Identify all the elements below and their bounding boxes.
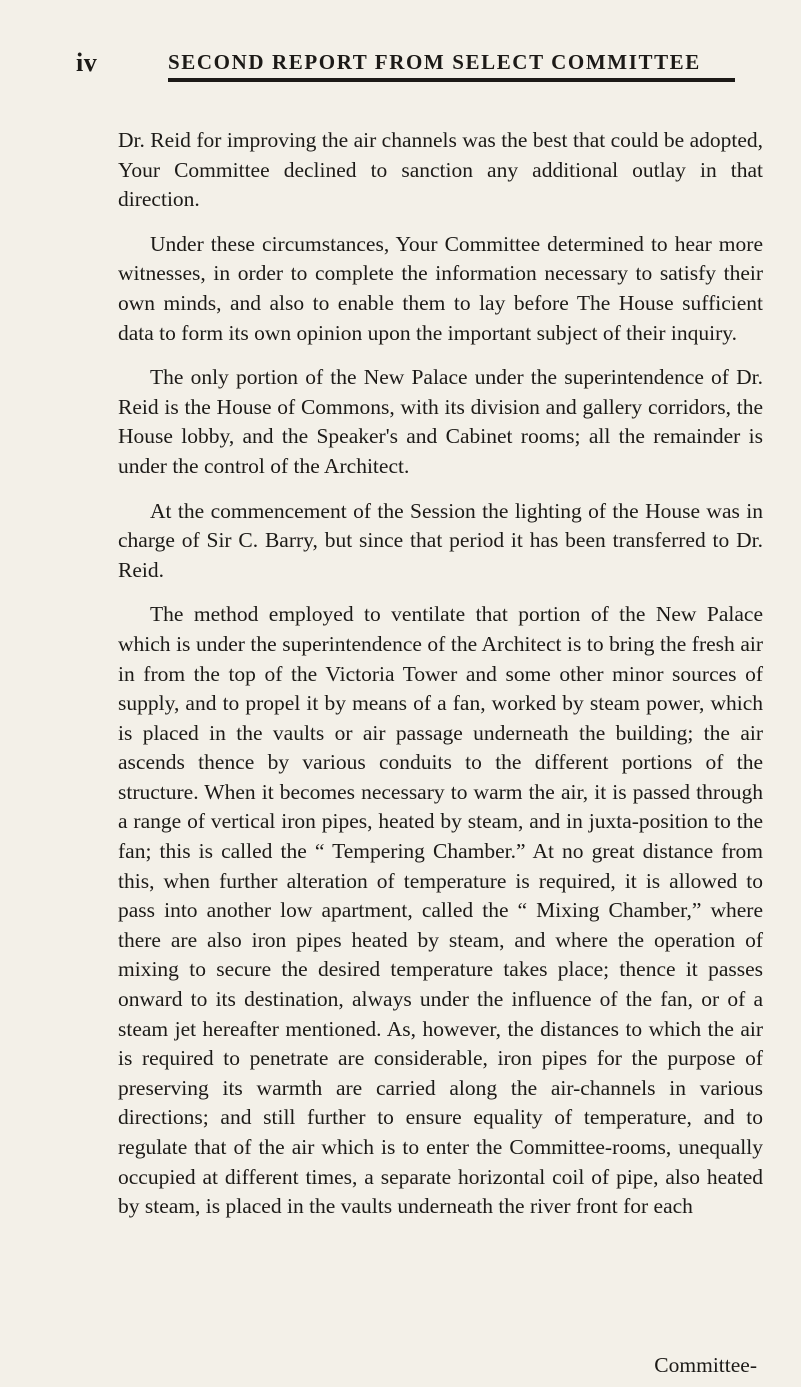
paragraph: The only portion of the New Palace under the superintendence of Dr. Reid is the House of Commons, with its division and gallery corridors, the House lobby, and the Speaker's and Cabinet rooms; all the remainder is under the control of the Architect. [118,365,763,478]
paragraph: At the commencement of the Session the lighting of the House was in charge of Sir C. Barry, but since that period it has been transferred to Dr. Reid. [118,498,763,582]
running-head: SECOND REPORT FROM SELECT COMMITTEE [168,50,701,74]
header-rule [168,78,735,82]
catchword: Committee- [654,1353,757,1377]
paragraph-continuation: Dr. Reid for improving the air channels was the best that could be adopted, Your Committee declined to sanction any additional outlay in that direction. [118,128,763,212]
body-text [118,126,763,1237]
page-header [76,48,745,88]
paragraph: The method employed to ventilate that portion of the New Palace which is under the superintendence of the Architect is to bring the fresh air in from the top of the Victoria Tower and some other minor sources of supply, and to propel it by means of a fan, worked by steam power, which is placed in the vaults or air passage underneath the building; the air ascends thence by various conduits to the different portions of the structure. When it becomes necessary to warm the air, it is passed through a range of vertical iron pipes, heated by steam, and in juxta-position to the fan; this is called the “ Tempering Chamber.” At no great distance from this, when further alteration of temperature is required, it is allowed to pass into another low apartment, called the “ Mixing Chamber,” where there are also iron pipes heated by steam, and where the operation of mixing to secure the desired temperature takes place; thence it passes onward to its destination, always under the influence of the fan, or of a steam jet hereafter mentioned. As, however, the distances to which the air is required to penetrate are considerable, iron pipes for the purpose of preserving its warmth are carried along the air-channels in various directions; and still further to ensure equality of temperature, and to regulate that of the air which is to enter the Committee-rooms, unequally occupied at different times, a separate horizontal coil of pipe, also heated by steam, is placed in the vaults underneath the river front for each [118,602,763,1219]
paragraph: Under these circumstances, Your Committee determined to hear more witnesses, in order to complete the information necessary to satisfy their own minds, and also to enable them to lay before The House sufficient data to form its own opinion upon the important subject of their inquiry. [118,231,763,345]
page-number: iv [76,48,98,77]
